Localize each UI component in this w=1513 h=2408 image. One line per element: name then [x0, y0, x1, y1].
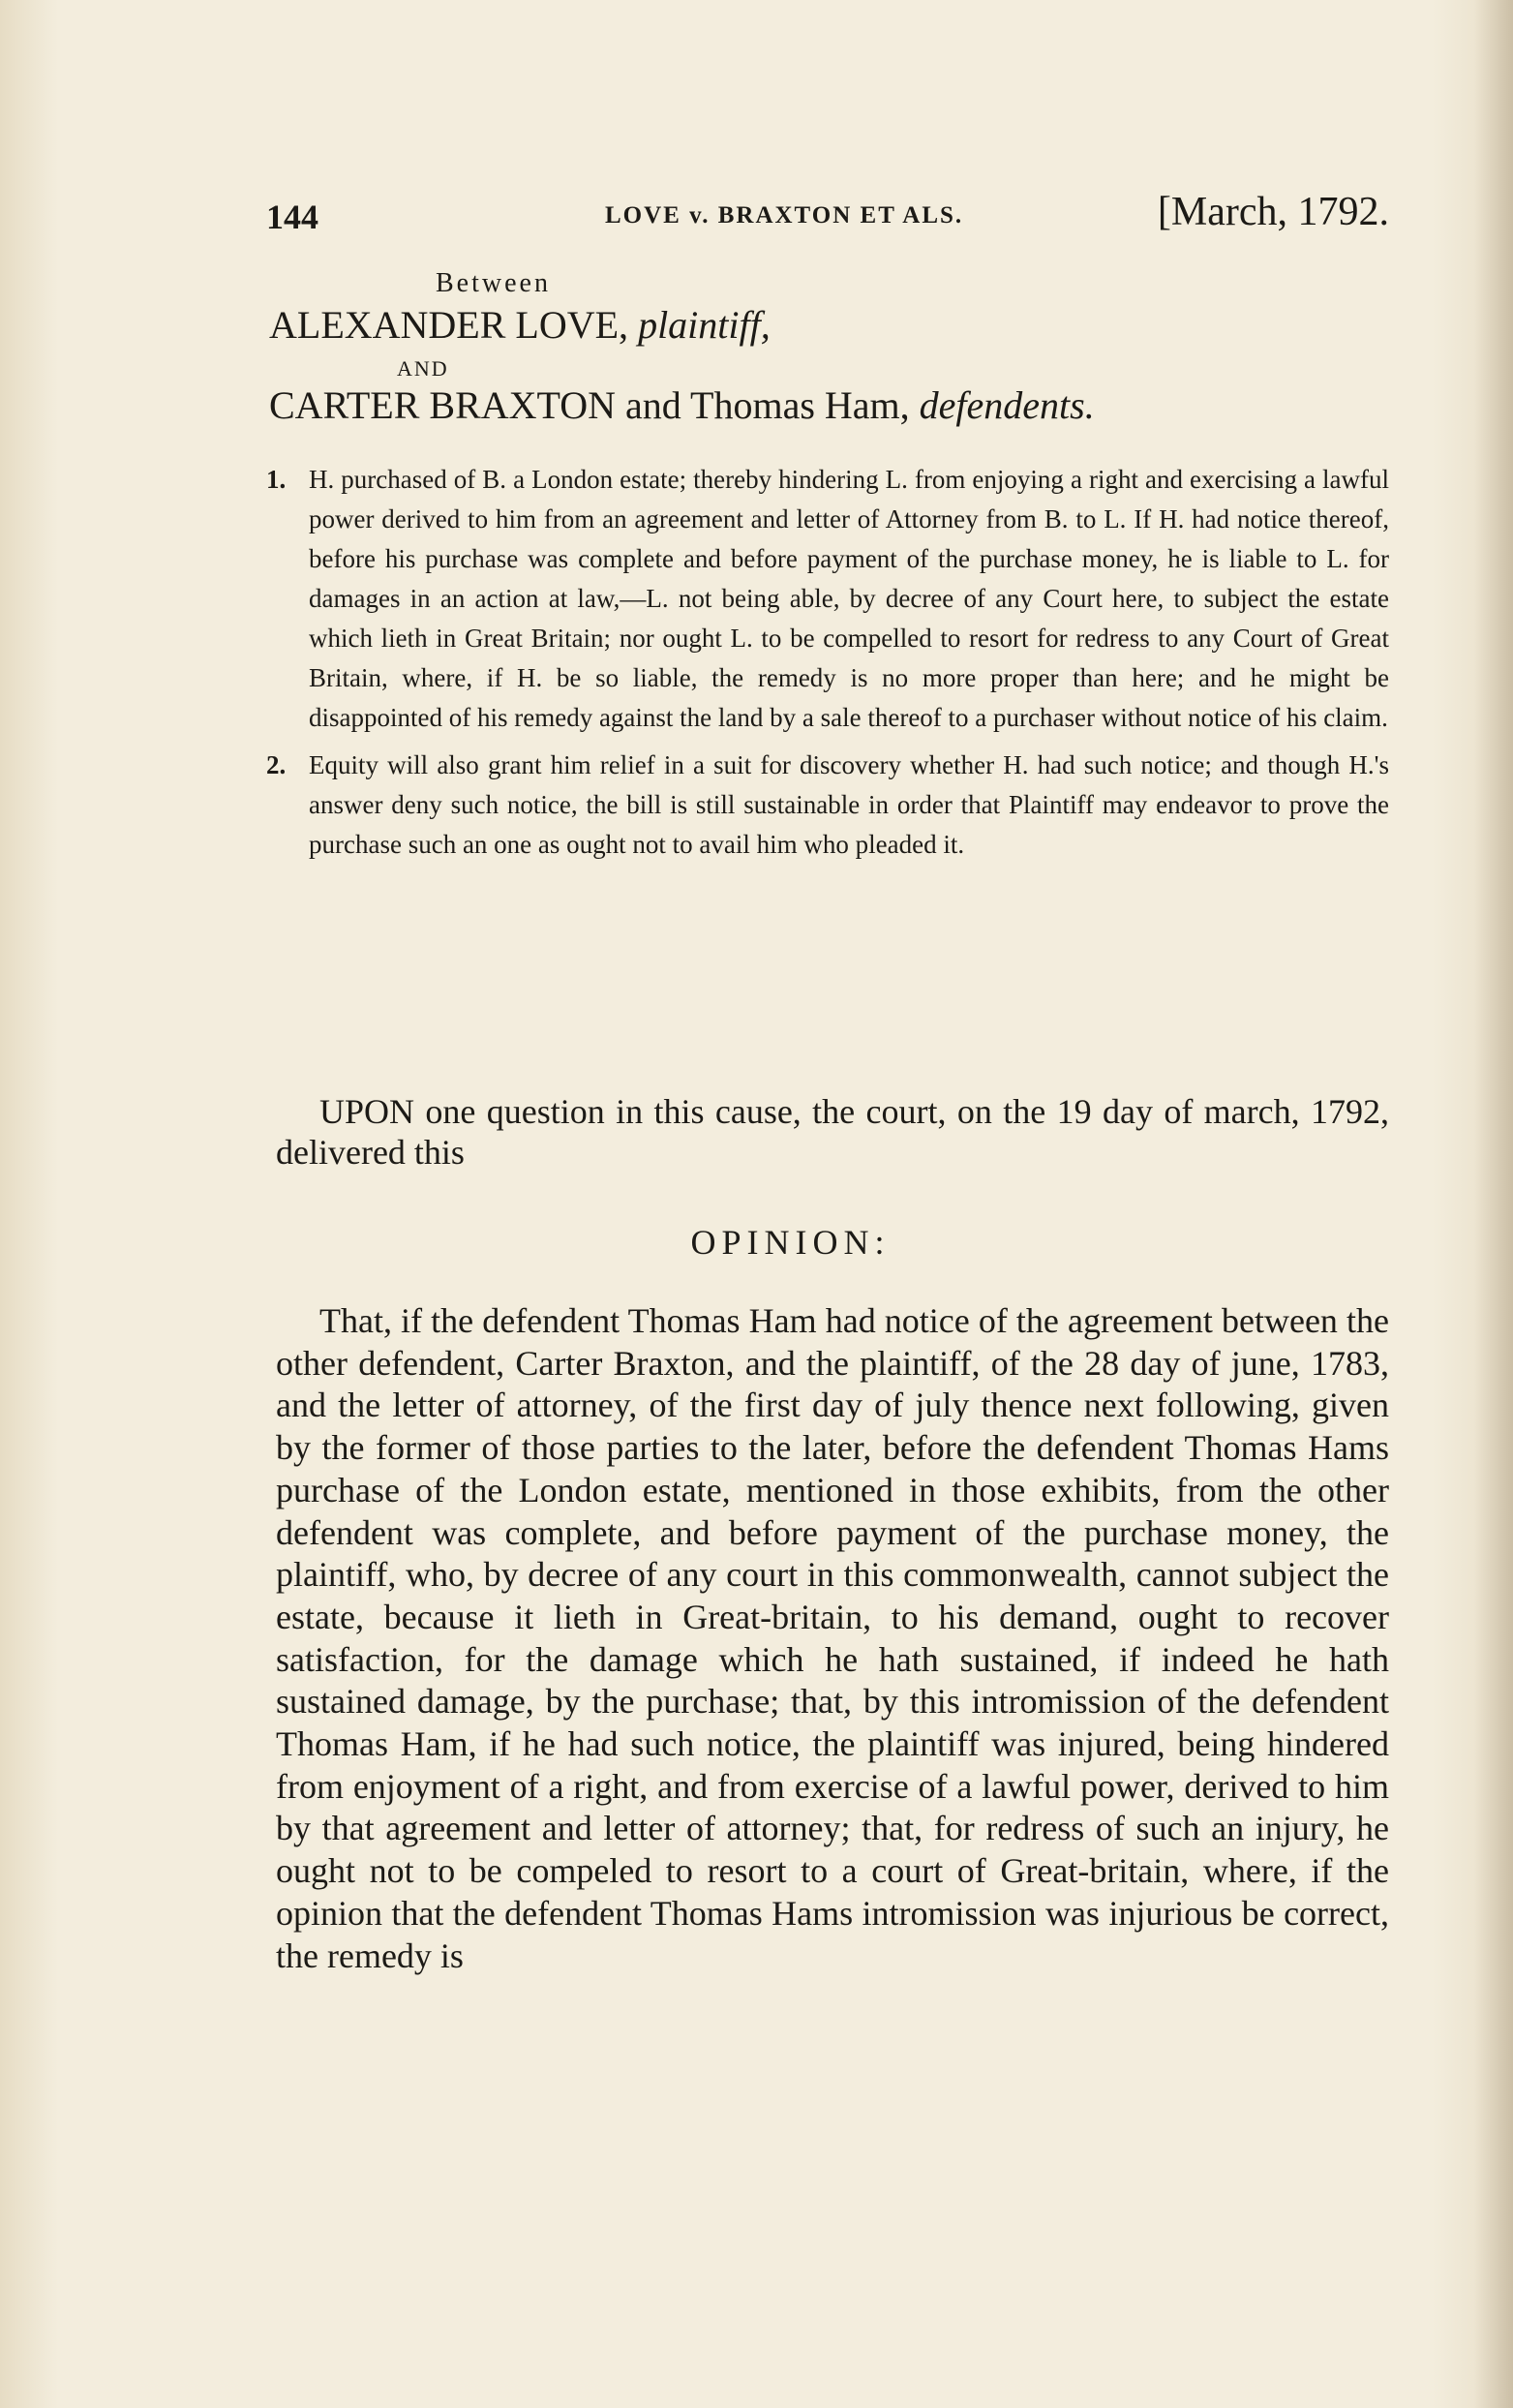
- opinion-body: That, if the defendent Thomas Ham had notice of the agreement between the other defendent, Carter Braxton, and the plaintiff, of the 28 day of june, 1783, and the letter of attorney, of the first day of july thence next following, given by the former of those parties to the later, before the defendent Thomas Hams purchase of the London estate, mentioned in those exhibits, from the other defendent was complete, and before payment of the purchase money, the plaintiff, who, by decree of any court in this commonwealth, cannot subject the estate, because it lieth in Great-britain, to his demand, ought to recover satisfaction, for the damage which he hath sustained, if indeed he hath sustained damage, by the purchase; that, by this intromission of the defendent Thomas Ham, if he had such notice, the plaintiff was injured, being hindered from enjoyment of a right, and from exercise of a lawful power, derived to him by that agreement and letter of attorney; that, for redress of such an injury, he ought not to be compeled to resort to a court of Great-britain, where, if the opinion that the defendent Thomas Hams intromission was injurious be correct, the remedy is: [276, 1301, 1389, 1975]
- headnote-text: Equity will also grant him relief in a suit for discovery whether H. had such notice; and though H.'s answer deny such notice, the bill is still sustainable in order that Plaintiff may endeavor to prove the purchase such an one as ought not to avail him who pleaded it.: [309, 750, 1389, 859]
- page-header: [266, 189, 1389, 247]
- page-number: 144: [266, 198, 318, 236]
- headnotes: [266, 460, 1389, 872]
- between-label: Between: [436, 268, 551, 298]
- headnote-number: 2.: [266, 750, 287, 779]
- and-label: AND: [397, 356, 449, 381]
- header-date: [March, 1792.: [1157, 190, 1389, 234]
- opinion-heading: OPINION:: [690, 1223, 891, 1262]
- plaintiff-name: ALEXANDER LOVE,: [269, 303, 629, 347]
- defendants-name: CARTER BRAXTON and Thomas Ham,: [269, 383, 910, 427]
- defendants-role: defendents.: [919, 383, 1095, 427]
- page-gutter-shadow: [1474, 0, 1513, 2408]
- intro-paragraph: UPON one question in this cause, the court, on the 19 day of march, 1792, delivered this: [276, 1092, 1389, 1172]
- running-title: LOVE v. BRAXTON ET ALS.: [605, 202, 964, 229]
- headnote-number: 1.: [266, 465, 287, 494]
- headnote: [266, 746, 1389, 865]
- plaintiff-line: [269, 302, 771, 348]
- headnote: [266, 460, 1389, 738]
- defendants-line: [269, 382, 1095, 428]
- headnote-text: H. purchased of B. a London estate; thereby hindering L. from enjoying a right and exercising a lawful power derived to him from an agreement and letter of Attorney from B. to L. If H. had notice thereof, before his purchase was complete and before payment of the purchase money, he is liable to L. for damages in an action at law,—L. not being able, by decree of any Court here, to subject the estate which lieth in Great Britain; nor ought L. to be compelled to resort for redress to any Court of Great Britain, where, if H. be so liable, the remedy is no more proper than here; and he might be disappointed of his remedy against the land by a sale thereof to a purchaser without notice of his claim.: [309, 465, 1389, 732]
- plaintiff-role: plaintiff,: [638, 303, 771, 347]
